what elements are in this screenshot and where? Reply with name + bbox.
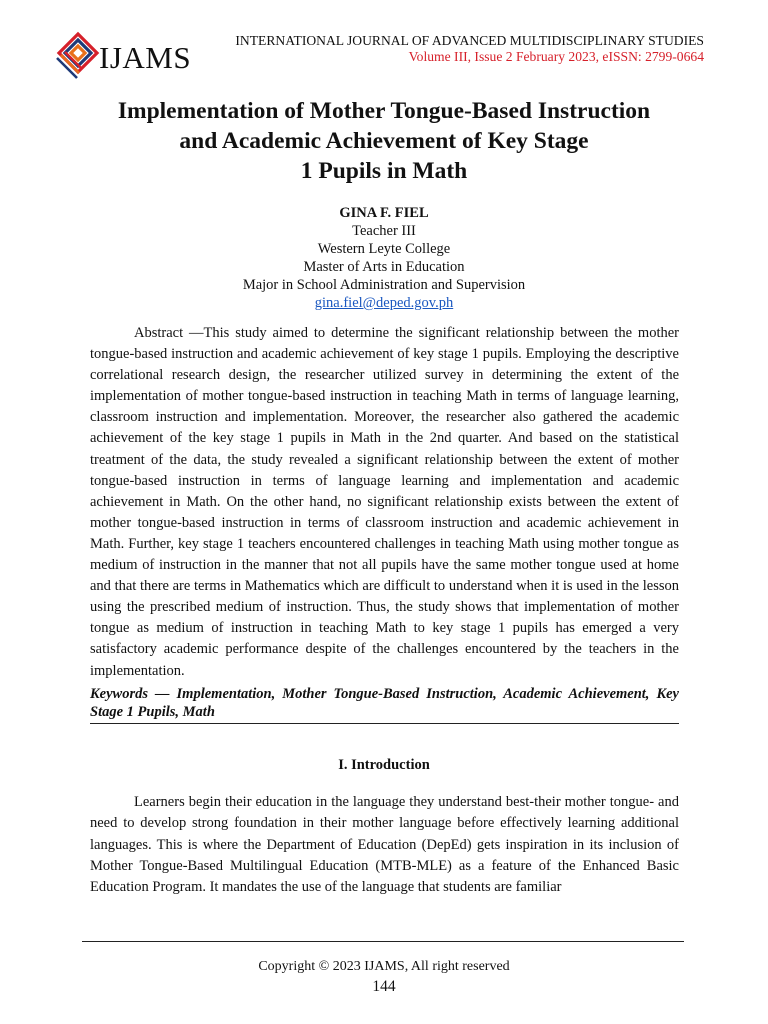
author-major: Major in School Administration and Supervision: [242, 277, 526, 293]
section-heading: I. Introduction: [338, 757, 430, 773]
page-header: [0, 0, 768, 90]
journal-info: [235, 33, 704, 65]
journal-logo: [55, 28, 205, 84]
footer-divider: [82, 941, 684, 942]
journal-name: INTERNATIONAL JOURNAL OF ADVANCED MULTIDISCIPLINARY STUDIES: [235, 33, 704, 48]
keywords: Keywords — Implementation, Mother Tongue-Based Instruction, Academic Achievement, Key Stage 1 Pupils, Math: [90, 686, 679, 720]
author-position: Teacher III: [352, 223, 416, 239]
author-name: GINA F. FIEL: [339, 205, 429, 221]
author-email-link[interactable]: gina.fiel@deped.gov.ph: [314, 295, 454, 311]
author-degree: Master of Arts in Education: [303, 259, 465, 275]
title-line: Implementation of Mother Tongue-Based Instruction: [117, 98, 651, 124]
page-number: 144: [372, 978, 396, 995]
keywords-divider: [90, 723, 679, 724]
ijams-logo-icon: [55, 28, 101, 84]
logo-text: IJAMS: [99, 40, 192, 75]
abstract-paragraph: Abstract —This study aimed to determine the significant relationship between the mother tongue-based instruction and academic achievement of key stage 1 pupils. Employing the descriptive correlational research design, the researcher utilized survey in determining the extent of the implementation of mother tongue-based instruction in teaching Math in terms of language learning, classroom instruction and implementation. Moreover, the researcher also gathered the academic achievement of the key stage 1 pupils in Math in the 2nd quarter. And based on the statistical treatment of the data, the study revealed a significant relationship between the extent of mother tongue-based instruction in terms of language learning and implementation and academic achievement in Math. On the other hand, no significant relationship exists between the extent of mother tongue-based instruction in terms of classroom instruction and academic achievement in Math. Further, key stage 1 teachers encountered challenges in teaching Math using mother tongue as medium of instruction in the manner that not all pupils have the same mother tongue used at home and that there are terms in Mathematics which are difficult to understand when it is used in the lesson using the prescribed medium of instruction. Thus, the study shows that implementation of mother tongue as medium of instruction in teaching Math to key stage 1 pupils has emerged a very satisfactory academic performance despite of the challenges encountered by the teachers in the implementation.: [90, 325, 679, 679]
page-footer: [0, 957, 768, 997]
copyright-text: Copyright © 2023 IJAMS, All right reserved: [258, 959, 510, 974]
title-line: and Academic Achievement of Key Stage: [179, 128, 589, 154]
introduction-paragraph: Learners begin their education in the language they understand best-their mother tongue- and need to develop strong foundation in their mother language before effectively learning additional languages. This is where the Department of Education (DepEd) gets inspiration in its inclusion of Mother Tongue-Based Multilingual Education (MTB-MLE) as a feature of the Enhanced Basic Education Program. It mandates the use of the language that students are familiar: [90, 794, 679, 896]
author-block: [60, 204, 708, 312]
author-institution: Western Leyte College: [317, 241, 451, 257]
volume-line: Volume III, Issue 2 February 2023, eISSN: 2799-0664: [408, 49, 704, 64]
paper-title: [60, 96, 708, 186]
title-line: 1 Pupils in Math: [300, 158, 468, 184]
